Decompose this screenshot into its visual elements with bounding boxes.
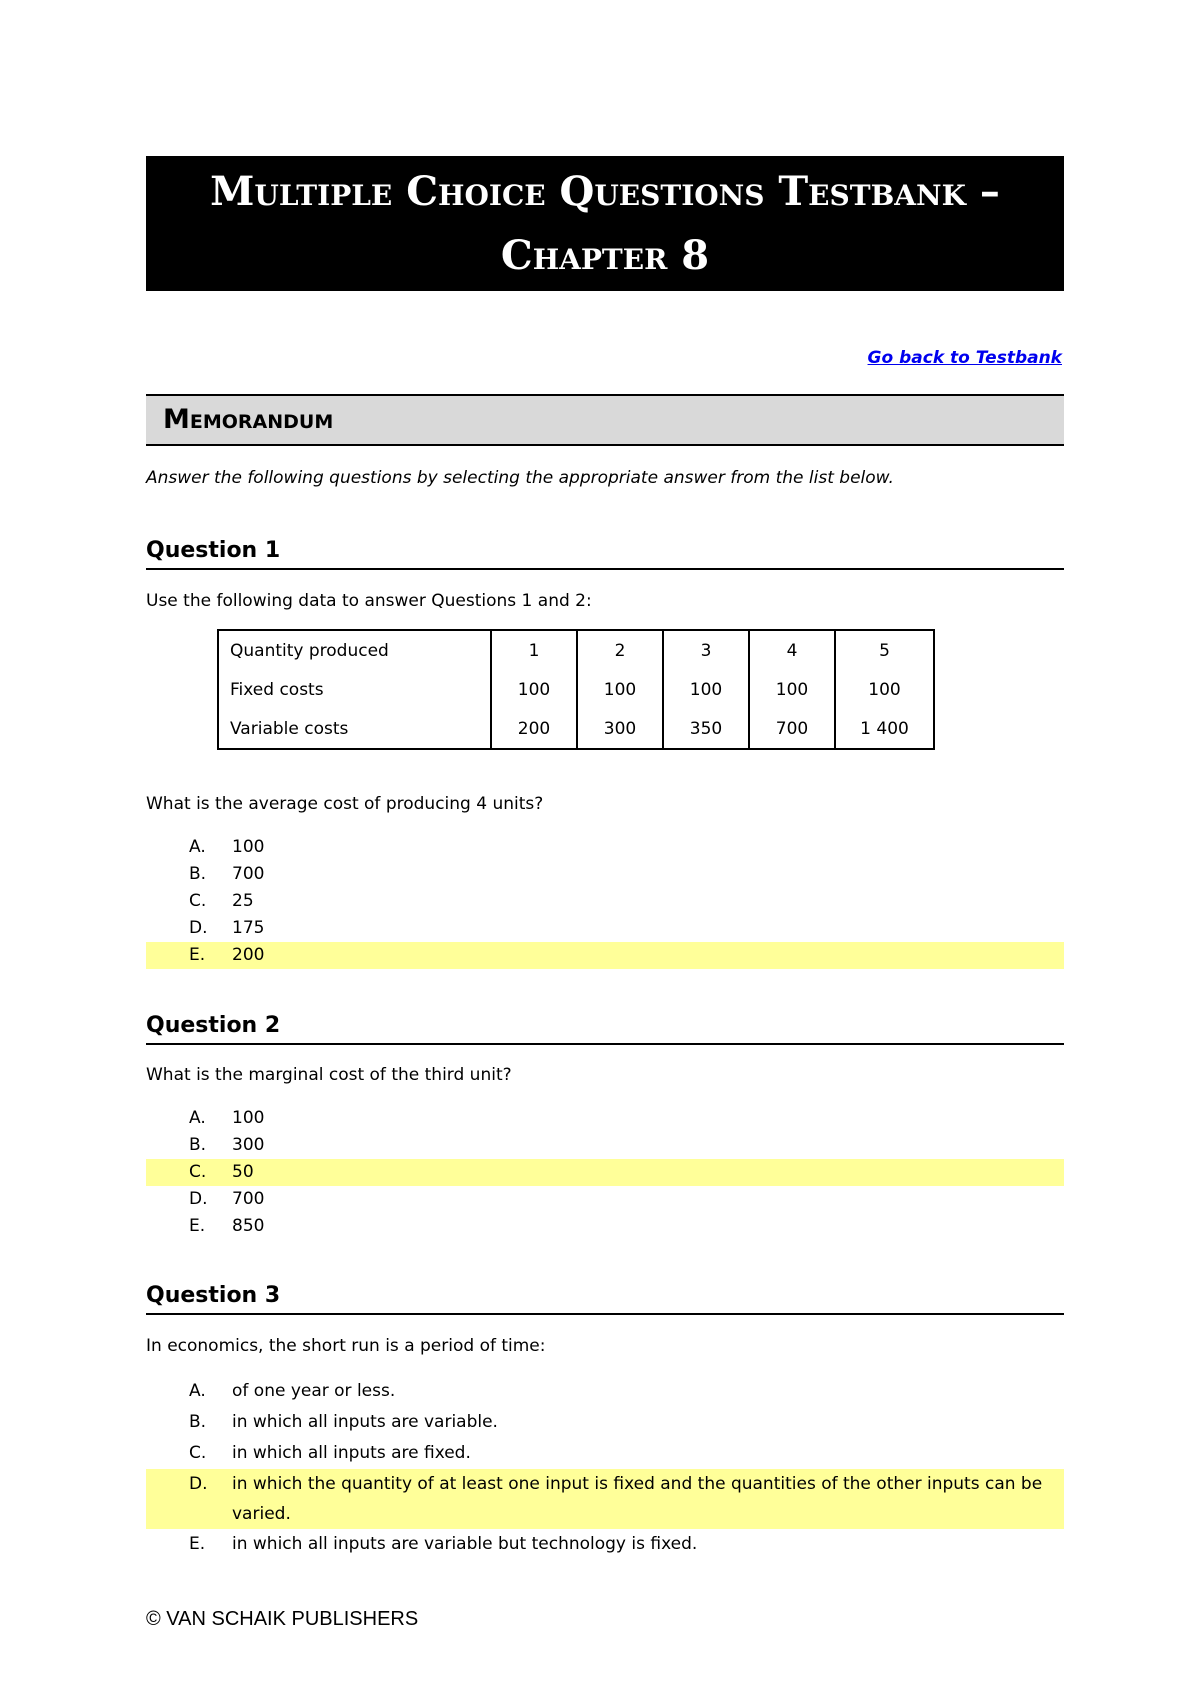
option-letter: A. bbox=[189, 837, 206, 857]
table-row bbox=[218, 709, 934, 749]
page-title-line-2: Chapter 8 bbox=[500, 232, 710, 279]
option-letter: E. bbox=[189, 1534, 206, 1554]
publisher-footer: © VAN SCHAIK PUBLISHERS bbox=[146, 1608, 419, 1630]
question-2-text: What is the marginal cost of the third unit? bbox=[146, 1065, 512, 1085]
question-3-options bbox=[146, 1376, 1064, 1560]
option-text: 200 bbox=[232, 945, 265, 965]
cost-data-table bbox=[217, 629, 935, 750]
table-cell: 5 bbox=[835, 630, 934, 670]
option-b[interactable] bbox=[146, 1132, 1064, 1159]
option-a[interactable] bbox=[146, 1105, 1064, 1132]
option-text: in which all inputs are variable. bbox=[232, 1412, 498, 1432]
option-letter: D. bbox=[189, 1189, 208, 1209]
table-cell: 4 bbox=[749, 630, 835, 670]
question-2-heading: Question 2 bbox=[146, 1011, 1064, 1045]
option-letter: B. bbox=[189, 1135, 207, 1155]
option-letter: E. bbox=[189, 1216, 206, 1236]
question-1-heading: Question 1 bbox=[146, 536, 1064, 570]
option-text: 25 bbox=[232, 891, 254, 911]
page-title-line-1: Multiple Choice Questions Testbank – bbox=[210, 168, 1000, 215]
page-title bbox=[146, 156, 1064, 291]
option-b[interactable] bbox=[146, 1407, 1064, 1438]
question-1-text: What is the average cost of producing 4 units? bbox=[146, 794, 544, 814]
table-row bbox=[218, 670, 934, 709]
table-cell: 100 bbox=[577, 670, 663, 709]
option-text: 50 bbox=[232, 1162, 254, 1182]
option-letter: D. bbox=[189, 918, 208, 938]
option-a[interactable] bbox=[146, 1376, 1064, 1407]
option-text: 700 bbox=[232, 1189, 265, 1209]
option-b[interactable] bbox=[146, 861, 1064, 888]
option-letter: B. bbox=[189, 864, 207, 884]
table-cell: 200 bbox=[491, 709, 577, 749]
question-3-text: In economics, the short run is a period of time: bbox=[146, 1336, 546, 1356]
option-e[interactable] bbox=[146, 1213, 1064, 1240]
option-letter: D. bbox=[189, 1474, 208, 1494]
back-to-testbank-link[interactable]: Go back to Testbank bbox=[867, 348, 1062, 368]
table-cell: 100 bbox=[663, 670, 749, 709]
option-letter: C. bbox=[189, 891, 207, 911]
option-letter: A. bbox=[189, 1108, 206, 1128]
option-text: in which all inputs are fixed. bbox=[232, 1443, 471, 1463]
option-letter: B. bbox=[189, 1412, 207, 1432]
option-c[interactable] bbox=[146, 888, 1064, 915]
table-cell: 300 bbox=[577, 709, 663, 749]
question-1-options bbox=[146, 834, 1064, 969]
table-cell: 1 400 bbox=[835, 709, 934, 749]
instructions-text: Answer the following questions by selecting the appropriate answer from the list below. bbox=[146, 468, 894, 488]
table-cell: 700 bbox=[749, 709, 835, 749]
option-d-correct[interactable] bbox=[146, 1469, 1064, 1529]
table-cell: 100 bbox=[749, 670, 835, 709]
option-letter: A. bbox=[189, 1381, 206, 1401]
option-letter: C. bbox=[189, 1162, 207, 1182]
question-2-options bbox=[146, 1105, 1064, 1240]
option-text: of one year or less. bbox=[232, 1381, 396, 1401]
option-d[interactable] bbox=[146, 1186, 1064, 1213]
option-text: in which all inputs are variable but technology is fixed. bbox=[232, 1534, 698, 1554]
option-text: 850 bbox=[232, 1216, 265, 1236]
table-row-label: Quantity produced bbox=[218, 630, 491, 670]
table-cell: 3 bbox=[663, 630, 749, 670]
table-cell: 2 bbox=[577, 630, 663, 670]
table-cell: 100 bbox=[835, 670, 934, 709]
option-c-correct[interactable] bbox=[146, 1159, 1064, 1186]
memorandum-heading: Memorandum bbox=[146, 394, 1064, 446]
table-row bbox=[218, 630, 934, 670]
option-text: 100 bbox=[232, 1108, 265, 1128]
table-cell: 350 bbox=[663, 709, 749, 749]
option-e[interactable] bbox=[146, 1529, 1064, 1560]
table-cell: 1 bbox=[491, 630, 577, 670]
table-row-label: Variable costs bbox=[218, 709, 491, 749]
table-row-label: Fixed costs bbox=[218, 670, 491, 709]
table-cell: 100 bbox=[491, 670, 577, 709]
question-1-intro: Use the following data to answer Questions 1 and 2: bbox=[146, 591, 592, 611]
option-e-correct[interactable] bbox=[146, 942, 1064, 969]
option-d[interactable] bbox=[146, 915, 1064, 942]
option-text: 100 bbox=[232, 837, 265, 857]
option-a[interactable] bbox=[146, 834, 1064, 861]
option-text: 300 bbox=[232, 1135, 265, 1155]
option-letter: C. bbox=[189, 1443, 207, 1463]
option-text: 175 bbox=[232, 918, 265, 938]
option-text: in which the quantity of at least one input is fixed and the quantities of the other inputs can be varied. bbox=[232, 1474, 1043, 1524]
option-c[interactable] bbox=[146, 1438, 1064, 1469]
option-text: 700 bbox=[232, 864, 265, 884]
question-3-heading: Question 3 bbox=[146, 1281, 1064, 1315]
option-letter: E. bbox=[189, 945, 206, 965]
